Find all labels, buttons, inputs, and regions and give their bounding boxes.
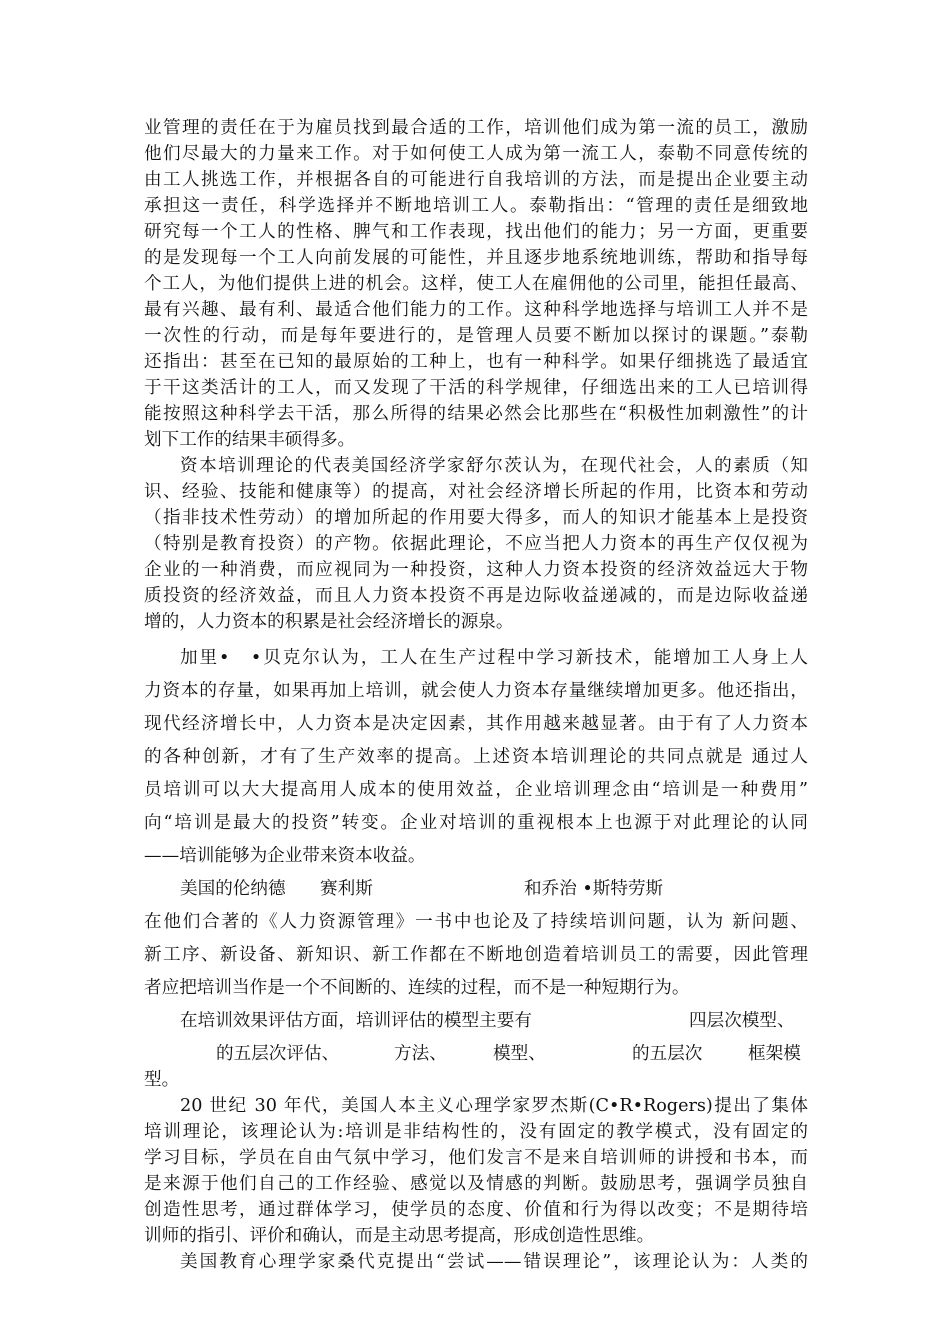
text-line: 培训理论，该理论认为:培训是非结构性的，没有固定的教学模式，没有固定的: [144, 1122, 808, 1142]
text-line: 型。: [144, 1070, 180, 1090]
text-line: 最有兴趣、最有利、最适合他们能力的工作。这种科学地选择与培训工人并不是: [144, 300, 808, 320]
text-line: 训师的指引、评价和确认，而是主动思考提高，形成创造性思维。: [144, 1226, 655, 1246]
text-line: 增的，人力资本的积累是社会经济增长的源泉。: [144, 612, 514, 632]
text-fragment: 的五层次评估、: [216, 1044, 340, 1064]
text-line: 划下工作的结果丰硕得多。: [144, 430, 356, 450]
text-fragment: 框架模: [748, 1044, 801, 1064]
text-line: 他们尽最大的力量来工作。对于如何使工人成为第一流工人，泰勒不同意传统的: [144, 144, 808, 164]
text-line: 资本培训理论的代表美国经济学家舒尔茨认为，在现代社会，人的素质（知: [180, 456, 808, 476]
text-line: 由工人挑选工作，并根据各自的可能进行自我培训的方法，而是提出企业要主动: [144, 170, 808, 190]
text-line: 的是发现每一个工人向前发展的可能性，并且逐步地系统地训练，帮助和指导每: [144, 248, 808, 268]
name-fragment: 赛利斯: [320, 879, 373, 899]
name-fragment: 美国的伦纳德: [180, 879, 286, 899]
text-line: 识、经验、技能和健康等）的提高，对社会经济增长所起的作用，比资本和劳动: [144, 482, 808, 502]
text-line: 学习目标，学员在自由气氛中学习，他们发言不是来自培训师的讲授和书本，而: [144, 1148, 808, 1168]
text-line: 企业的一种消费，而应视同为一种投资，这种人力资本投资的经济效益远大于物: [144, 560, 808, 580]
text-line: 于干这类活计的工人，而又发现了干活的科学规律，仔细选出来的工人已培训得: [144, 378, 808, 398]
text-line: 创造性思考，通过群体学习，使学员的态度、价值和行为得以改变；不是期待培: [144, 1200, 808, 1220]
text-line: 业管理的责任在于为雇员找到最合适的工作，培训他们成为第一流的员工，激励: [144, 118, 808, 138]
text-line: 员培训可以大大提高用人成本的使用效益，企业培训理念由“培训是一种费用”: [144, 780, 808, 800]
text-line: 一次性的行动，而是每年要进行的，是管理人员要不断加以探讨的课题。”泰勒: [144, 326, 808, 346]
text-fragment: 的五层次: [632, 1044, 703, 1064]
text-line: 个工人，为他们提供上进的机会。这样，使工人在雇佣他的公司里，能担任最高、: [144, 274, 808, 294]
text-line: 的各种创新，才有了生产效率的提高。上述资本培训理论的共同点就是 通过人: [144, 747, 808, 767]
text-line: ——培训能够为企业带来资本收益。: [144, 846, 426, 866]
text-line: 质投资的经济效益，而且人力资本投资不再是边际收益递减的，而是边际收益递: [144, 586, 808, 606]
name-fragment: 和乔治 •斯特劳斯: [524, 879, 664, 899]
text-line: 在他们合著的《人力资源管理》一书中也论及了持续培训问题，认为 新问题、: [144, 912, 808, 932]
text-line: 向“培训是最大的投资”转变。企业对培训的重视根本上也源于对此理论的认同: [144, 813, 808, 833]
text-line: 研究每一个工人的性格、脾气和工作表现，找出他们的能力；另一方面，更重要: [144, 222, 808, 242]
text-line: 新工序、新设备、新知识、新工作都在不断地创造着培训员工的需要，因此管理: [144, 945, 808, 965]
text-fragment: 模型、: [493, 1044, 546, 1064]
text-line: （特别是教育投资）的产物。依据此理论，不应当把人力资本的再生产仅仅视为: [144, 534, 808, 554]
text-line: 现代经济增长中，人力资本是决定因素，其作用越来越显著。由于有了人力资本: [144, 714, 808, 734]
text-fragment: 在培训效果评估方面，培训评估的模型主要有: [180, 1011, 532, 1031]
text-line: 力资本的存量，如果再加上培训，就会使人力资本存量继续增加更多。他还指出，: [144, 681, 808, 701]
text-line: 20 世纪 30 年代，美国人本主义心理学家罗杰斯(C•R•Rogers)提出了集体: [180, 1096, 808, 1116]
text-line: 者应把培训当作是一个不间断的、连续的过程，而不是一种短期行为。: [144, 978, 690, 998]
text-line: 还指出：甚至在已知的最原始的工种上，也有一种科学。如果仔细挑选了最适宜: [144, 352, 808, 372]
text-line: （指非技术性劳动）的增加所起的作用要大得多，而人的知识才能基本上是投资: [144, 508, 808, 528]
text-line: 是来源于他们自己的工作经验、感觉以及情感的判断。鼓励思考，强调学员独自: [144, 1174, 808, 1194]
text-line: 承担这一责任，科学选择并不断地培训工人。泰勒指出：“管理的责任是细致地: [144, 196, 808, 216]
text-fragment: 方法、: [394, 1044, 447, 1064]
text-line: 能按照这种科学去干活，那么所得的结果必然会比那些在“积极性加刺激性”的计: [144, 404, 808, 424]
text-line: 加里• •贝克尔认为，工人在生产过程中学习新技术，能增加工人身上人: [180, 648, 808, 668]
text-line: 美国教育心理学家桑代克提出“尝试——错误理论”，该理论认为：人类的: [180, 1252, 808, 1272]
text-fragment: 四层次模型、: [689, 1011, 795, 1031]
